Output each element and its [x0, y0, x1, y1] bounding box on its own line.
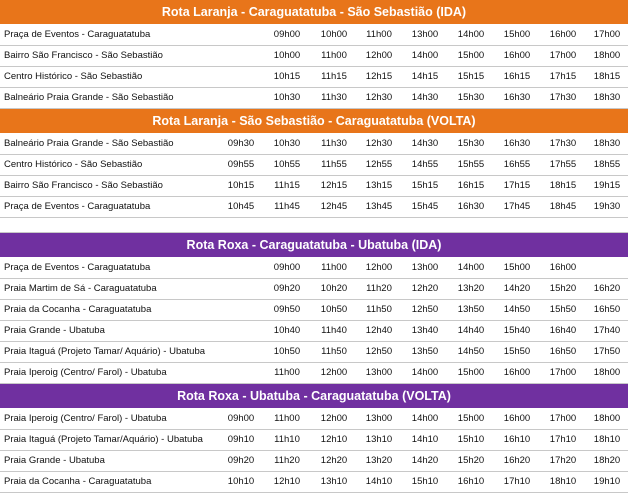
departure-time: 17h00: [549, 413, 577, 424]
departure-time: 17h10: [549, 434, 577, 445]
departure-time: 15h00: [503, 262, 531, 273]
departure-time: 17h45: [503, 201, 531, 212]
departure-time: 17h15: [549, 71, 577, 82]
departure-time: 11h40: [321, 325, 347, 336]
departure-time: 16h15: [457, 180, 485, 191]
table-row: [0, 430, 628, 451]
departure-time: 18h00: [593, 413, 621, 424]
departure-time: 15h50: [549, 304, 577, 315]
departure-time: 11h15: [321, 71, 347, 82]
departure-time: 14h00: [457, 262, 485, 273]
departure-time: 16h30: [503, 92, 531, 103]
departure-time: 16h10: [457, 476, 485, 487]
stop-name: Praia Itaguá (Projeto Tamar/ Aquário) - Ubatuba: [4, 346, 206, 357]
departure-time: 18h15: [593, 71, 621, 82]
departure-time: 13h00: [365, 413, 393, 424]
departure-time: 13h15: [365, 180, 393, 191]
departure-time: 10h20: [320, 283, 348, 294]
departure-time: 13h45: [365, 201, 393, 212]
departure-time: 17h10: [503, 476, 531, 487]
departure-time: 11h15: [274, 180, 300, 191]
departure-time: 18h00: [593, 367, 621, 378]
departure-time: 14h50: [457, 346, 485, 357]
departure-time: 12h00: [365, 262, 393, 273]
departure-time: 14h20: [503, 283, 531, 294]
departure-time: 14h00: [411, 367, 439, 378]
departure-time: 18h15: [549, 180, 577, 191]
table-row: [0, 300, 628, 321]
departure-time: 15h20: [549, 283, 577, 294]
departure-time: 12h55: [365, 159, 393, 170]
departure-time: 15h10: [457, 434, 485, 445]
departure-time: 11h45: [274, 201, 300, 212]
departure-time: 15h30: [457, 138, 485, 149]
departure-time: 12h40: [365, 325, 393, 336]
departure-time: 18h20: [593, 455, 621, 466]
table-row: [0, 88, 628, 109]
table-row: [0, 155, 628, 176]
departure-time: 16h00: [503, 367, 531, 378]
departure-time: 10h30: [273, 92, 301, 103]
departure-time: 19h10: [593, 476, 621, 487]
departure-time: 16h50: [593, 304, 621, 315]
departure-time: 11h00: [321, 262, 347, 273]
departure-time: 12h30: [365, 138, 393, 149]
departure-time: 16h00: [503, 413, 531, 424]
departure-time: 15h15: [411, 180, 439, 191]
table-row: [0, 25, 628, 46]
departure-time: 16h30: [457, 201, 485, 212]
departure-time: 15h15: [457, 71, 485, 82]
departure-time: 11h30: [321, 138, 347, 149]
stop-name: Praia Iperoig (Centro/ Farol) - Ubatuba: [4, 367, 167, 378]
departure-time: 12h30: [365, 92, 393, 103]
departure-time: 16h15: [503, 71, 531, 82]
departure-time: 10h15: [227, 180, 255, 191]
departure-time: 11h20: [274, 455, 300, 466]
departure-time: 09h55: [227, 159, 255, 170]
departure-time: 11h55: [321, 159, 347, 170]
departure-time: 10h50: [320, 304, 348, 315]
departure-time: 15h45: [411, 201, 439, 212]
departure-time: 12h20: [411, 283, 439, 294]
departure-time: 11h50: [366, 304, 392, 315]
departure-time: 17h00: [549, 50, 577, 61]
departure-time: 18h10: [593, 434, 621, 445]
departure-time: 15h00: [457, 367, 485, 378]
departure-time: 13h50: [411, 346, 439, 357]
departure-time: 13h10: [320, 476, 348, 487]
departure-time: 14h30: [411, 138, 439, 149]
departure-time: 10h00: [273, 50, 301, 61]
departure-time: 12h50: [365, 346, 393, 357]
departure-time: 18h30: [593, 92, 621, 103]
departure-time: 13h10: [365, 434, 393, 445]
table-row: [0, 176, 628, 197]
stop-name: Praça de Eventos - Caraguatatuba: [4, 262, 151, 273]
table-row: [0, 409, 628, 430]
table-row: [0, 342, 628, 363]
section-laranja-ida: [0, 25, 628, 109]
stop-name: Centro Histórico - São Sebastião: [4, 71, 143, 82]
stop-name: Praça de Eventos - Caraguatatuba: [4, 29, 151, 40]
departure-time: 16h20: [503, 455, 531, 466]
departure-time: 14h20: [411, 455, 439, 466]
departure-time: 12h20: [320, 455, 348, 466]
departure-time: 17h55: [549, 159, 577, 170]
stop-name: Balneário Praia Grande - São Sebastião: [4, 138, 174, 149]
departure-time: 09h00: [273, 262, 301, 273]
departure-time: 13h50: [457, 304, 485, 315]
departure-time: 14h50: [503, 304, 531, 315]
departure-time: 13h20: [457, 283, 485, 294]
departure-time: 09h00: [227, 413, 255, 424]
departure-time: 17h15: [503, 180, 531, 191]
departure-time: 09h20: [227, 455, 255, 466]
departure-time: 12h10: [320, 434, 348, 445]
departure-time: 15h20: [457, 455, 485, 466]
departure-time: 12h00: [320, 367, 348, 378]
departure-time: 12h10: [273, 476, 301, 487]
departure-time: 15h00: [503, 29, 531, 40]
departure-time: 09h00: [273, 29, 301, 40]
departure-time: 12h15: [320, 180, 348, 191]
departure-time: 15h00: [457, 413, 485, 424]
departure-time: 10h50: [273, 346, 301, 357]
departure-time: 19h15: [593, 180, 621, 191]
departure-time: 17h00: [549, 367, 577, 378]
departure-time: 13h20: [365, 455, 393, 466]
section-laranja-volta: [0, 134, 628, 218]
departure-time: 12h00: [365, 50, 393, 61]
table-row: [0, 451, 628, 472]
stop-name: Centro Histórico - São Sebastião: [4, 159, 143, 170]
table-row: [0, 279, 628, 300]
departure-time: 18h45: [549, 201, 577, 212]
table-row: [0, 321, 628, 342]
departure-time: 16h00: [503, 50, 531, 61]
route-header-roxa-volta: Rota Roxa - Ubatuba - Caraguatatuba (VOLTA): [0, 384, 628, 409]
departure-time: 13h00: [365, 367, 393, 378]
table-row: [0, 258, 628, 279]
departure-time: 18h10: [549, 476, 577, 487]
departure-time: 15h10: [411, 476, 439, 487]
departure-time: 18h30: [593, 138, 621, 149]
departure-time: 17h00: [593, 29, 621, 40]
departure-time: 11h10: [274, 434, 300, 445]
departure-time: 12h50: [411, 304, 439, 315]
departure-time: 14h10: [365, 476, 393, 487]
departure-time: 14h00: [411, 413, 439, 424]
departure-time: 14h40: [457, 325, 485, 336]
stop-name: Praia Grande - Ubatuba: [4, 455, 105, 466]
departure-time: 16h10: [503, 434, 531, 445]
table-row: [0, 472, 628, 493]
departure-time: 13h40: [411, 325, 439, 336]
stop-name: Praia da Cocanha - Caraguatatuba: [4, 304, 152, 315]
departure-time: 19h30: [593, 201, 621, 212]
table-row: [0, 363, 628, 384]
stop-name: Praia Grande - Ubatuba: [4, 325, 105, 336]
departure-time: 12h45: [320, 201, 348, 212]
departure-time: 10h15: [273, 71, 301, 82]
section-roxa-volta: [0, 409, 628, 493]
departure-time: 16h30: [503, 138, 531, 149]
departure-time: 14h55: [411, 159, 439, 170]
departure-time: 18h00: [593, 50, 621, 61]
stop-name: Praça de Eventos - Caraguatatuba: [4, 201, 151, 212]
departure-time: 11h00: [321, 50, 347, 61]
departure-time: 10h30: [273, 138, 301, 149]
stop-name: Bairro São Francisco - São Sebastião: [4, 50, 163, 61]
departure-time: 16h40: [549, 325, 577, 336]
departure-time: 16h55: [503, 159, 531, 170]
departure-time: 11h00: [274, 367, 300, 378]
departure-time: 11h30: [321, 92, 347, 103]
departure-time: 17h50: [593, 346, 621, 357]
departure-time: 14h15: [411, 71, 439, 82]
departure-time: 15h40: [503, 325, 531, 336]
departure-time: 17h20: [549, 455, 577, 466]
departure-time: 09h20: [273, 283, 301, 294]
departure-time: 15h55: [457, 159, 485, 170]
departure-time: 15h30: [457, 92, 485, 103]
route-header-laranja-ida: Rota Laranja - Caraguatatuba - São Sebastião (IDA): [0, 0, 628, 25]
departure-time: 10h10: [227, 476, 255, 487]
departure-time: 15h50: [503, 346, 531, 357]
departure-time: 14h00: [457, 29, 485, 40]
departure-time: 16h20: [593, 283, 621, 294]
departure-time: 14h10: [411, 434, 439, 445]
departure-time: 17h30: [549, 92, 577, 103]
stop-name: Praia da Cocanha - Caraguatatuba: [4, 476, 152, 487]
table-row: [0, 67, 628, 88]
stop-name: Praia Martim de Sá - Caraguatatuba: [4, 283, 157, 294]
departure-time: 12h15: [365, 71, 393, 82]
table-row: [0, 197, 628, 218]
table-row: [0, 46, 628, 67]
departure-time: 16h50: [549, 346, 577, 357]
departure-time: 10h45: [227, 201, 255, 212]
departure-time: 12h00: [320, 413, 348, 424]
departure-time: 09h30: [227, 138, 255, 149]
departure-time: 13h00: [411, 29, 439, 40]
departure-time: 11h00: [366, 29, 392, 40]
departure-time: 15h00: [457, 50, 485, 61]
stop-name: Praia Iperoig (Centro/ Farol) - Ubatuba: [4, 413, 167, 424]
departure-time: 10h00: [320, 29, 348, 40]
departure-time: 11h50: [321, 346, 347, 357]
departure-time: 11h20: [366, 283, 392, 294]
stop-name: Bairro São Francisco - São Sebastião: [4, 180, 163, 191]
departure-time: 17h30: [549, 138, 577, 149]
departure-time: 09h50: [273, 304, 301, 315]
departure-time: 14h00: [411, 50, 439, 61]
departure-time: 18h55: [593, 159, 621, 170]
departure-time: 13h00: [411, 262, 439, 273]
section-roxa-ida: [0, 258, 628, 384]
departure-time: 10h55: [273, 159, 301, 170]
departure-time: 10h40: [273, 325, 301, 336]
departure-time: 11h00: [274, 413, 300, 424]
departure-time: 16h00: [549, 29, 577, 40]
table-row: [0, 134, 628, 155]
departure-time: 14h30: [411, 92, 439, 103]
departure-time: 16h00: [549, 262, 577, 273]
departure-time: 09h10: [227, 434, 255, 445]
stop-name: Praia Itaguá (Projeto Tamar/Aquário) - Ubatuba: [4, 434, 203, 445]
section-divider: [0, 218, 628, 233]
stop-name: Balneário Praia Grande - São Sebastião: [4, 92, 174, 103]
route-header-laranja-volta: Rota Laranja - São Sebastião - Caraguatatuba (VOLTA): [0, 109, 628, 134]
route-header-roxa-ida: Rota Roxa - Caraguatatuba - Ubatuba (IDA): [0, 233, 628, 258]
departure-time: 17h40: [593, 325, 621, 336]
